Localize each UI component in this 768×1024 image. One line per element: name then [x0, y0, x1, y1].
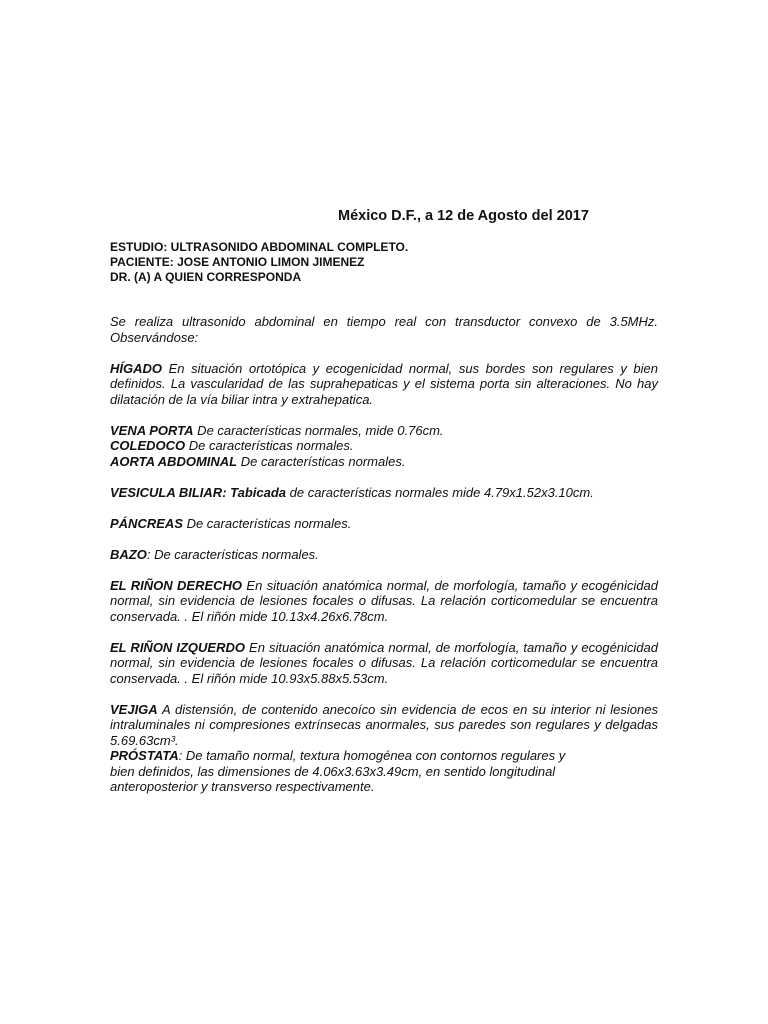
bile-duct-paragraph [110, 438, 658, 454]
prostate-paragraph [110, 748, 658, 795]
liver-text: En situación ortotópica y ecogenicidad normal, sus bordes son regulares y bien definidos. La vascularidad de las suprahepaticas y el sistema porta sin alteraciones. No hay dilatación de la vía biliar intra y extrahepatica. [110, 360, 658, 407]
pancreas-paragraph [110, 516, 658, 532]
bile-duct-label: COLEDOCO [110, 438, 186, 453]
prostate-line-1 [110, 748, 658, 764]
date-line: México D.F., a 12 de Agosto del 2017 [338, 208, 589, 224]
right-kidney-text: En situación anatómica normal, de morfología, tamaño y ecogénicidad normal, sin evidencia de lesiones focales o difusas. La relación corticomedular se encuentra conservada. . El riñón mide 10.13x4.26x6.78cm. [110, 577, 658, 624]
gallbladder-paragraph [110, 485, 658, 501]
spleen-paragraph [110, 547, 658, 563]
gallbladder-label: VESICULA BILIAR: Tabicada [110, 484, 287, 500]
patient-line: PACIENTE: JOSE ANTONIO LIMON JIMENEZ [110, 255, 365, 269]
portal-vein-paragraph [110, 423, 658, 439]
aorta-label: AORTA ABDOMINAL [110, 453, 238, 469]
prostate-label: PRÓSTATA [110, 748, 179, 763]
right-kidney-paragraph [110, 578, 658, 625]
portal-vein-label: VENA PORTA [110, 422, 194, 438]
aorta-text: De características normales. [237, 453, 406, 469]
aorta-paragraph [110, 454, 658, 470]
left-kidney-label: EL RIÑON IZQUERDO [110, 639, 245, 655]
spleen-text: : De características normales. [146, 546, 319, 562]
portal-vein-text: De características normales, mide 0.76cm. [193, 422, 444, 438]
bile-duct-text: De características normales. [185, 438, 354, 453]
doctor-line: DR. (A) A QUIEN CORRESPONDA [110, 270, 302, 284]
bladder-paragraph [110, 702, 658, 749]
liver-label: HÍGADO [110, 360, 162, 376]
prostate-text-1: : De tamaño normal, textura homogénea con contornos regulares y [178, 748, 566, 763]
left-kidney-text: En situación anatómica normal, de morfología, tamaño y ecogénicidad normal, sin evidencia de lesiones focales o difusas. La relación corticomedular se encuentra conservada. . El riñón mide 10.93x5.88x5.53cm. [110, 639, 658, 686]
study-line: ESTUDIO: ULTRASONIDO ABDOMINAL COMPLETO. [110, 240, 409, 254]
right-kidney-label: EL RIÑON DERECHO [110, 577, 243, 593]
bladder-text: A distensión, de contenido anecoíco sin evidencia de ecos en su interior ni lesiones intraluminales ni compresiones extrínsecas anormales, sus paredes son regulares y delgadas 5.69.63cm³. [110, 701, 658, 748]
pancreas-label: PÁNCREAS [110, 515, 183, 531]
intro-paragraph: Se realiza ultrasonido abdominal en tiempo real con transductor convexo de 3.5MHz. Observándose: [110, 314, 658, 345]
report-header [110, 240, 408, 285]
spleen-label: BAZO [110, 546, 147, 562]
left-kidney-paragraph [110, 640, 658, 687]
gallbladder-text: de características normales mide 4.79x1.52x3.10cm. [286, 484, 594, 500]
prostate-line-2: bien definidos, las dimensiones de 4.06x3.63x3.49cm, en sentido longitudinal [110, 763, 556, 779]
report-body [110, 314, 658, 810]
prostate-line-3: anteroposterior y transverso respectivamente. [110, 779, 375, 794]
bladder-label: VEJIGA [110, 701, 158, 717]
pancreas-text: De características normales. [182, 515, 352, 531]
liver-paragraph [110, 361, 658, 408]
